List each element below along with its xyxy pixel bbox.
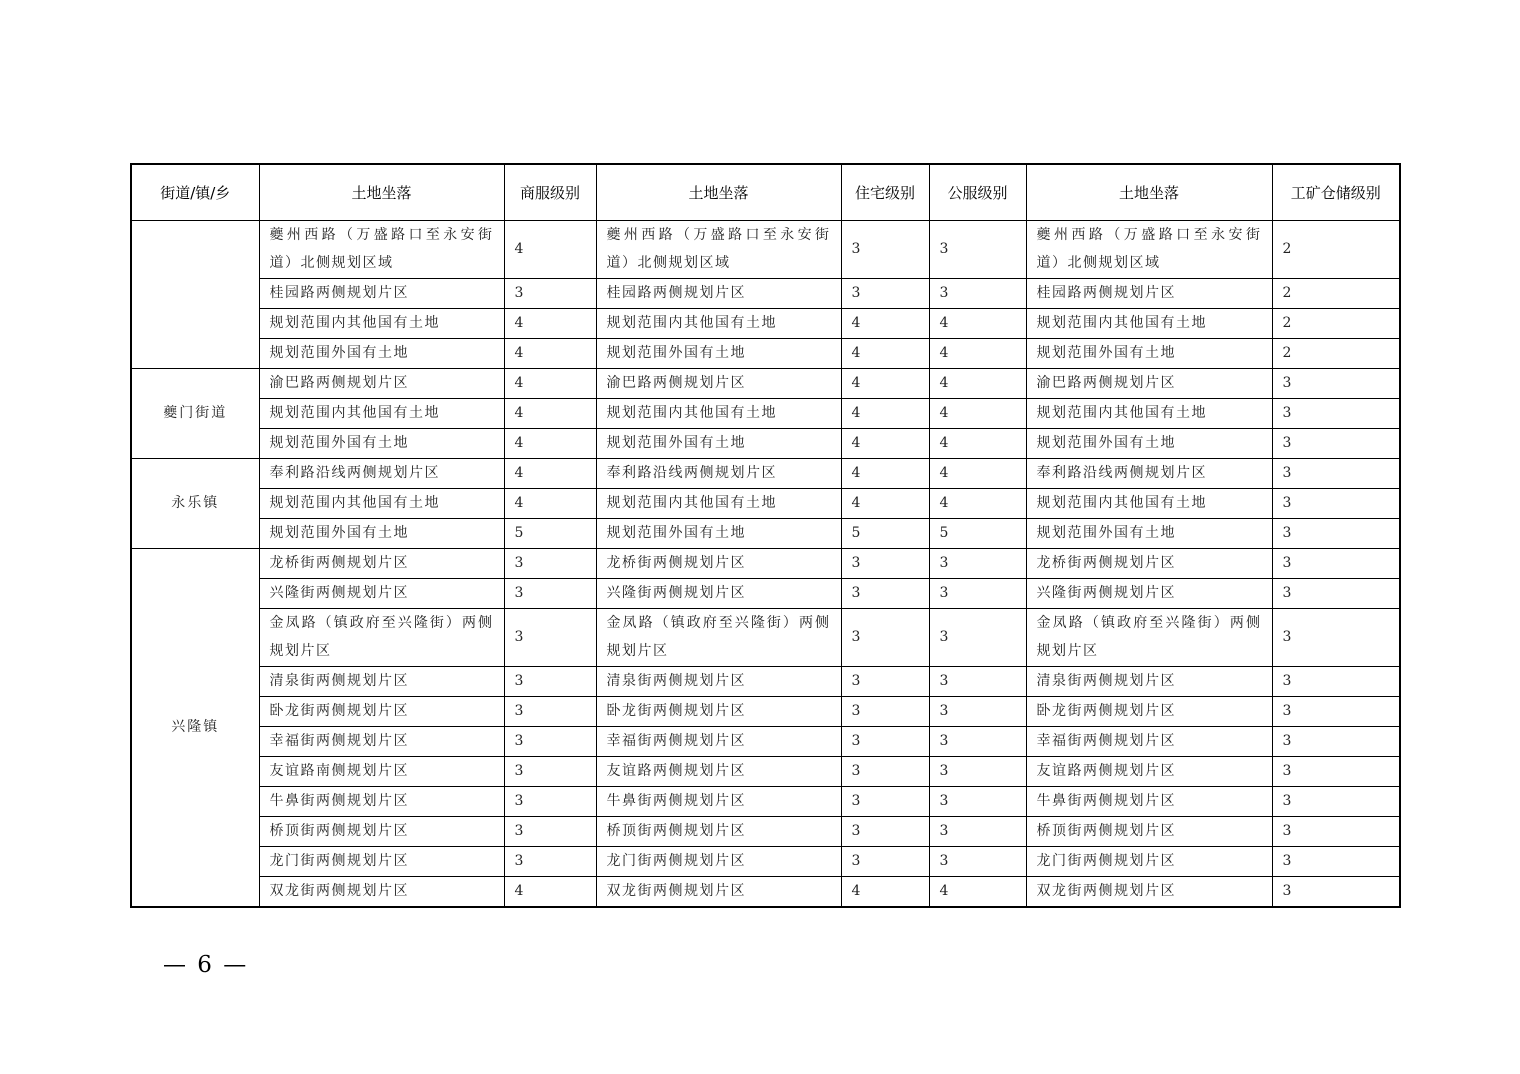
location-commercial-cell: 规划范围内其他国有土地: [259, 398, 504, 428]
location-industrial-cell: 规划范围内其他国有土地: [1026, 488, 1272, 518]
page-number: — 6 —: [163, 952, 249, 978]
table-header-row: [131, 164, 1400, 220]
public-service-grade-cell: 3: [929, 666, 1026, 696]
public-service-grade-cell: 3: [929, 696, 1026, 726]
location-residential-cell: 卧龙街两侧规划片区: [596, 696, 841, 726]
location-residential-cell: 规划范围外国有土地: [596, 338, 841, 368]
location-industrial-cell: 规划范围内其他国有土地: [1026, 398, 1272, 428]
location-residential-cell: 双龙街两侧规划片区: [596, 876, 841, 907]
commercial-grade-cell: 3: [504, 548, 596, 578]
residential-grade-cell: 4: [841, 428, 929, 458]
residential-grade-cell: 3: [841, 786, 929, 816]
location-residential-cell: 牛鼻街两侧规划片区: [596, 786, 841, 816]
industrial-grade-cell: 3: [1272, 876, 1400, 907]
commercial-grade-cell: 3: [504, 786, 596, 816]
table-row: [131, 428, 1400, 458]
location-industrial-cell: 双龙街两侧规划片区: [1026, 876, 1272, 907]
residential-grade-cell: 4: [841, 876, 929, 907]
town-name-cell: 兴隆镇: [131, 548, 259, 907]
table-row: [131, 220, 1400, 278]
public-service-grade-cell: 3: [929, 548, 1026, 578]
location-residential-cell: 夔州西路（万盛路口至永安街道）北侧规划区域: [596, 220, 841, 278]
industrial-grade-cell: 3: [1272, 398, 1400, 428]
public-service-grade-cell: 4: [929, 338, 1026, 368]
table-row: [131, 398, 1400, 428]
public-service-grade-cell: 4: [929, 488, 1026, 518]
location-industrial-cell: 渝巴路两侧规划片区: [1026, 368, 1272, 398]
industrial-grade-cell: 3: [1272, 608, 1400, 666]
location-industrial-cell: 桂园路两侧规划片区: [1026, 278, 1272, 308]
public-service-grade-cell: 3: [929, 846, 1026, 876]
table-row: [131, 548, 1400, 578]
public-service-grade-cell: 3: [929, 578, 1026, 608]
location-commercial-cell: 规划范围外国有土地: [259, 428, 504, 458]
table-row: [131, 696, 1400, 726]
table-row: [131, 278, 1400, 308]
industrial-grade-cell: 3: [1272, 756, 1400, 786]
commercial-grade-cell: 4: [504, 876, 596, 907]
header-location-industrial: 土地坐落: [1026, 164, 1272, 220]
commercial-grade-cell: 3: [504, 816, 596, 846]
header-location-commercial: 土地坐落: [259, 164, 504, 220]
location-commercial-cell: 奉利路沿线两侧规划片区: [259, 458, 504, 488]
industrial-grade-cell: 3: [1272, 726, 1400, 756]
location-commercial-cell: 清泉街两侧规划片区: [259, 666, 504, 696]
location-commercial-cell: 规划范围内其他国有土地: [259, 308, 504, 338]
commercial-grade-cell: 4: [504, 428, 596, 458]
table-row: [131, 308, 1400, 338]
residential-grade-cell: 4: [841, 488, 929, 518]
commercial-grade-cell: 3: [504, 278, 596, 308]
location-industrial-cell: 龙桥街两侧规划片区: [1026, 548, 1272, 578]
location-industrial-cell: 龙门街两侧规划片区: [1026, 846, 1272, 876]
industrial-grade-cell: 3: [1272, 578, 1400, 608]
public-service-grade-cell: 4: [929, 368, 1026, 398]
location-residential-cell: 龙门街两侧规划片区: [596, 846, 841, 876]
table-row: [131, 608, 1400, 666]
residential-grade-cell: 3: [841, 726, 929, 756]
location-commercial-cell: 龙门街两侧规划片区: [259, 846, 504, 876]
industrial-grade-cell: 3: [1272, 518, 1400, 548]
header-residential-grade: 住宅级别: [841, 164, 929, 220]
location-residential-cell: 桥顶街两侧规划片区: [596, 816, 841, 846]
commercial-grade-cell: 4: [504, 368, 596, 398]
public-service-grade-cell: 3: [929, 816, 1026, 846]
residential-grade-cell: 4: [841, 398, 929, 428]
industrial-grade-cell: 3: [1272, 428, 1400, 458]
commercial-grade-cell: 4: [504, 308, 596, 338]
location-industrial-cell: 规划范围外国有土地: [1026, 338, 1272, 368]
table-row: [131, 786, 1400, 816]
commercial-grade-cell: 4: [504, 338, 596, 368]
industrial-grade-cell: 3: [1272, 488, 1400, 518]
location-commercial-cell: 规划范围外国有土地: [259, 338, 504, 368]
public-service-grade-cell: 4: [929, 428, 1026, 458]
location-industrial-cell: 夔州西路（万盛路口至永安街道）北侧规划区域: [1026, 220, 1272, 278]
town-name-cell: [131, 220, 259, 368]
industrial-grade-cell: 2: [1272, 338, 1400, 368]
commercial-grade-cell: 3: [504, 726, 596, 756]
residential-grade-cell: 4: [841, 338, 929, 368]
table-row: [131, 876, 1400, 907]
location-commercial-cell: 桥顶街两侧规划片区: [259, 816, 504, 846]
location-residential-cell: 龙桥街两侧规划片区: [596, 548, 841, 578]
land-grade-table: [130, 163, 1401, 908]
location-commercial-cell: 双龙街两侧规划片区: [259, 876, 504, 907]
location-commercial-cell: 规划范围外国有土地: [259, 518, 504, 548]
table-row: [131, 726, 1400, 756]
public-service-grade-cell: 4: [929, 876, 1026, 907]
table-row: [131, 816, 1400, 846]
location-residential-cell: 清泉街两侧规划片区: [596, 666, 841, 696]
location-residential-cell: 规划范围内其他国有土地: [596, 488, 841, 518]
location-industrial-cell: 规划范围内其他国有土地: [1026, 308, 1272, 338]
industrial-grade-cell: 3: [1272, 846, 1400, 876]
residential-grade-cell: 3: [841, 548, 929, 578]
residential-grade-cell: 4: [841, 368, 929, 398]
location-residential-cell: 幸福街两侧规划片区: [596, 726, 841, 756]
residential-grade-cell: 3: [841, 816, 929, 846]
table-row: [131, 368, 1400, 398]
town-name-cell: 永乐镇: [131, 458, 259, 548]
public-service-grade-cell: 3: [929, 278, 1026, 308]
location-industrial-cell: 金凤路（镇政府至兴隆街）两侧规划片区: [1026, 608, 1272, 666]
location-industrial-cell: 奉利路沿线两侧规划片区: [1026, 458, 1272, 488]
residential-grade-cell: 3: [841, 846, 929, 876]
location-commercial-cell: 卧龙街两侧规划片区: [259, 696, 504, 726]
location-industrial-cell: 友谊路两侧规划片区: [1026, 756, 1272, 786]
residential-grade-cell: 3: [841, 756, 929, 786]
industrial-grade-cell: 2: [1272, 220, 1400, 278]
industrial-grade-cell: 3: [1272, 666, 1400, 696]
location-industrial-cell: 规划范围外国有土地: [1026, 428, 1272, 458]
residential-grade-cell: 3: [841, 608, 929, 666]
public-service-grade-cell: 4: [929, 458, 1026, 488]
commercial-grade-cell: 3: [504, 696, 596, 726]
industrial-grade-cell: 3: [1272, 816, 1400, 846]
table-row: [131, 846, 1400, 876]
commercial-grade-cell: 3: [504, 578, 596, 608]
industrial-grade-cell: 3: [1272, 696, 1400, 726]
table-row: [131, 488, 1400, 518]
table-row: [131, 518, 1400, 548]
commercial-grade-cell: 3: [504, 756, 596, 786]
location-industrial-cell: 桥顶街两侧规划片区: [1026, 816, 1272, 846]
public-service-grade-cell: 3: [929, 726, 1026, 756]
industrial-grade-cell: 3: [1272, 548, 1400, 578]
location-industrial-cell: 兴隆街两侧规划片区: [1026, 578, 1272, 608]
location-industrial-cell: 幸福街两侧规划片区: [1026, 726, 1272, 756]
town-name-cell: 夔门街道: [131, 368, 259, 458]
header-industrial-grade: 工矿仓储级别: [1272, 164, 1400, 220]
industrial-grade-cell: 2: [1272, 308, 1400, 338]
commercial-grade-cell: 3: [504, 846, 596, 876]
commercial-grade-cell: 4: [504, 398, 596, 428]
location-residential-cell: 规划范围内其他国有土地: [596, 398, 841, 428]
header-public-service-grade: 公服级别: [929, 164, 1026, 220]
table-row: [131, 756, 1400, 786]
table-row: [131, 666, 1400, 696]
location-residential-cell: 规划范围外国有土地: [596, 518, 841, 548]
location-commercial-cell: 桂园路两侧规划片区: [259, 278, 504, 308]
industrial-grade-cell: 3: [1272, 368, 1400, 398]
public-service-grade-cell: 3: [929, 220, 1026, 278]
table-row: [131, 578, 1400, 608]
header-location-residential: 土地坐落: [596, 164, 841, 220]
residential-grade-cell: 3: [841, 578, 929, 608]
location-residential-cell: 友谊路两侧规划片区: [596, 756, 841, 786]
commercial-grade-cell: 5: [504, 518, 596, 548]
public-service-grade-cell: 4: [929, 398, 1026, 428]
location-commercial-cell: 牛鼻街两侧规划片区: [259, 786, 504, 816]
location-industrial-cell: 规划范围外国有土地: [1026, 518, 1272, 548]
residential-grade-cell: 4: [841, 458, 929, 488]
industrial-grade-cell: 3: [1272, 786, 1400, 816]
header-town: 街道/镇/乡: [131, 164, 259, 220]
location-industrial-cell: 清泉街两侧规划片区: [1026, 666, 1272, 696]
table-row: [131, 458, 1400, 488]
location-residential-cell: 渝巴路两侧规划片区: [596, 368, 841, 398]
location-commercial-cell: 龙桥街两侧规划片区: [259, 548, 504, 578]
location-commercial-cell: 金凤路（镇政府至兴隆街）两侧规划片区: [259, 608, 504, 666]
location-residential-cell: 桂园路两侧规划片区: [596, 278, 841, 308]
table-row: [131, 338, 1400, 368]
commercial-grade-cell: 3: [504, 608, 596, 666]
commercial-grade-cell: 4: [504, 458, 596, 488]
location-residential-cell: 规划范围外国有土地: [596, 428, 841, 458]
industrial-grade-cell: 3: [1272, 458, 1400, 488]
public-service-grade-cell: 3: [929, 786, 1026, 816]
public-service-grade-cell: 3: [929, 608, 1026, 666]
header-commercial-grade: 商服级别: [504, 164, 596, 220]
industrial-grade-cell: 2: [1272, 278, 1400, 308]
residential-grade-cell: 3: [841, 666, 929, 696]
commercial-grade-cell: 3: [504, 666, 596, 696]
location-residential-cell: 金凤路（镇政府至兴隆街）两侧规划片区: [596, 608, 841, 666]
residential-grade-cell: 5: [841, 518, 929, 548]
public-service-grade-cell: 3: [929, 756, 1026, 786]
residential-grade-cell: 3: [841, 220, 929, 278]
location-commercial-cell: 幸福街两侧规划片区: [259, 726, 504, 756]
public-service-grade-cell: 4: [929, 308, 1026, 338]
location-residential-cell: 规划范围内其他国有土地: [596, 308, 841, 338]
location-commercial-cell: 夔州西路（万盛路口至永安街道）北侧规划区域: [259, 220, 504, 278]
table-body: [131, 220, 1400, 907]
residential-grade-cell: 3: [841, 696, 929, 726]
commercial-grade-cell: 4: [504, 220, 596, 278]
commercial-grade-cell: 4: [504, 488, 596, 518]
location-commercial-cell: 友谊路南侧规划片区: [259, 756, 504, 786]
location-commercial-cell: 规划范围内其他国有土地: [259, 488, 504, 518]
location-commercial-cell: 兴隆街两侧规划片区: [259, 578, 504, 608]
residential-grade-cell: 3: [841, 278, 929, 308]
location-residential-cell: 奉利路沿线两侧规划片区: [596, 458, 841, 488]
location-industrial-cell: 卧龙街两侧规划片区: [1026, 696, 1272, 726]
location-industrial-cell: 牛鼻街两侧规划片区: [1026, 786, 1272, 816]
public-service-grade-cell: 5: [929, 518, 1026, 548]
location-commercial-cell: 渝巴路两侧规划片区: [259, 368, 504, 398]
location-residential-cell: 兴隆街两侧规划片区: [596, 578, 841, 608]
residential-grade-cell: 4: [841, 308, 929, 338]
